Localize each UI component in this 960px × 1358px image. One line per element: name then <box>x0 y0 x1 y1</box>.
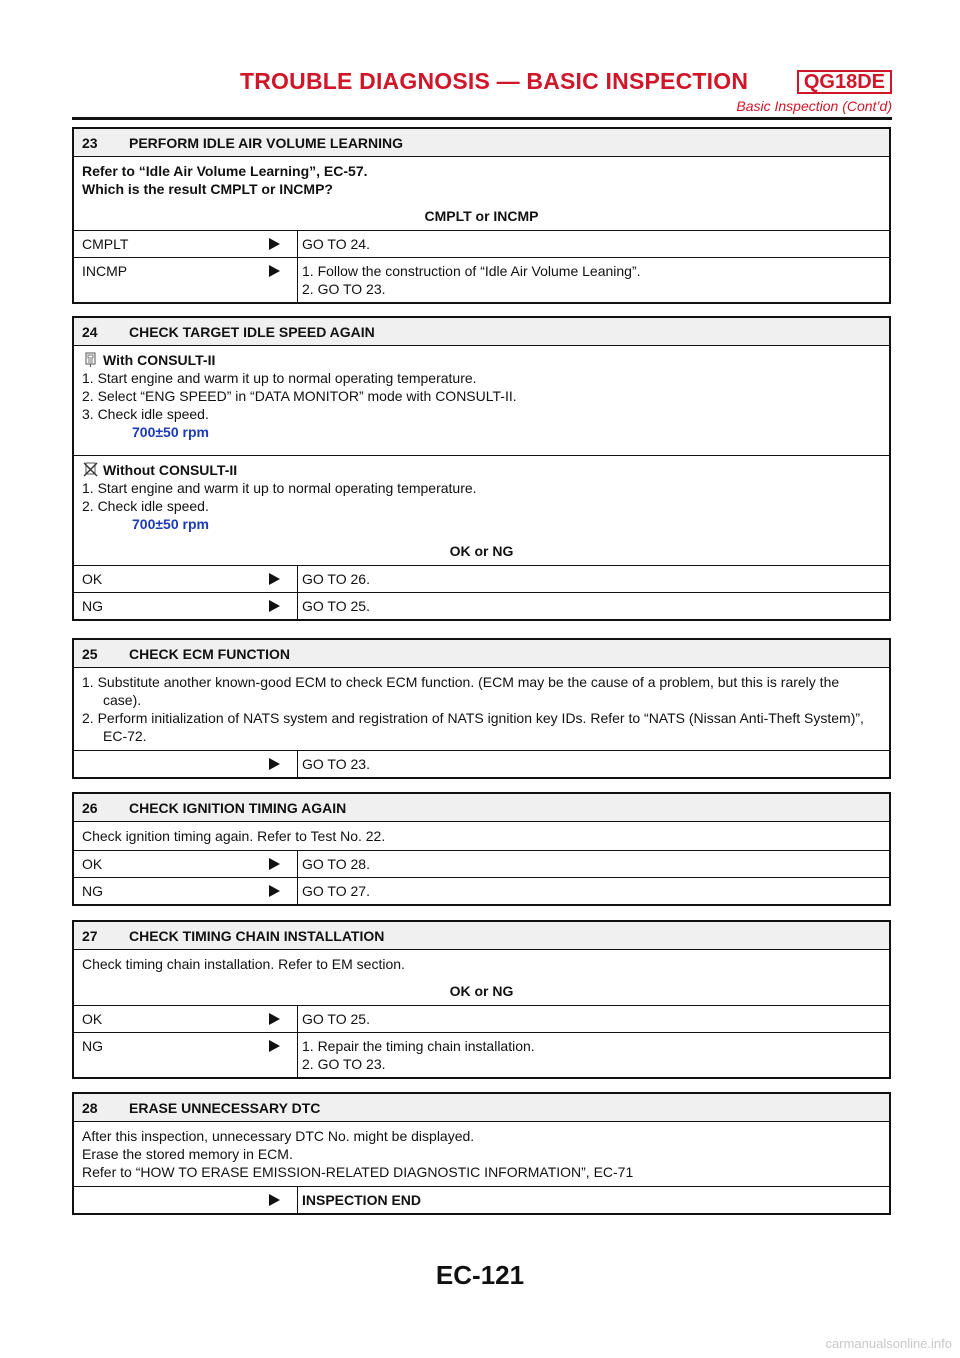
instruction-line: 1. Substitute another known-good ECM to check ECM function. (ECM may be the cause of a problem, but this is rarely the case). <box>82 674 840 708</box>
instruction-line: Erase the stored memory in ECM. <box>82 1146 293 1162</box>
result-row <box>74 1186 889 1213</box>
result-action: GO TO 23. <box>302 756 370 772</box>
result-row <box>74 750 889 777</box>
step-24 <box>72 316 891 621</box>
with-consult-section <box>74 345 889 455</box>
step-body <box>74 156 889 230</box>
result-action: GO TO 27. <box>302 883 370 899</box>
instruction-line: 2. Select “ENG SPEED” in “DATA MONITOR” mode with CONSULT-II. <box>82 388 517 404</box>
no-consult-icon <box>82 462 100 478</box>
without-consult-section <box>74 455 889 565</box>
instruction-line: Refer to “Idle Air Volume Learning”, EC-57. <box>82 163 368 179</box>
instruction-line: Check timing chain installation. Refer to EM section. <box>82 956 405 972</box>
step-header <box>74 318 889 345</box>
instruction-line: 3. Check idle speed. <box>82 406 209 422</box>
result-action: 2. GO TO 23. <box>302 281 386 297</box>
result-action: INSPECTION END <box>302 1192 422 1208</box>
result-condition <box>74 751 251 777</box>
result-condition: OK <box>82 571 103 587</box>
instruction-line: 1. Start engine and warm it up to normal operating temperature. <box>82 480 477 496</box>
step-number: 26 <box>82 799 98 816</box>
result-action: GO TO 25. <box>302 1011 370 1027</box>
step-title: CHECK TARGET IDLE SPEED AGAIN <box>129 323 375 340</box>
instruction-line: Refer to “HOW TO ERASE EMISSION-RELATED DIAGNOSTIC INFORMATION”, EC-71 <box>82 1164 634 1180</box>
result-action: GO TO 26. <box>302 571 370 587</box>
step-number: 24 <box>82 323 98 340</box>
result-row <box>74 850 889 877</box>
step-body <box>74 667 889 750</box>
step-number: 25 <box>82 645 98 662</box>
arrow-right-icon <box>269 758 280 770</box>
spec-value: 700±50 rpm <box>132 516 209 532</box>
instruction-line: 1. Start engine and warm it up to normal operating temperature. <box>82 370 477 386</box>
instruction-line: 2. Check idle speed. <box>82 498 209 514</box>
step-title: CHECK ECM FUNCTION <box>129 645 290 662</box>
with-consult-heading: With CONSULT-II <box>103 352 216 368</box>
page-subtitle: Basic Inspection (Cont’d) <box>736 98 892 114</box>
arrow-right-icon <box>269 600 280 612</box>
watermark: carmanualsonline.info <box>825 1336 952 1351</box>
result-row <box>74 565 889 592</box>
step-25 <box>72 638 891 779</box>
result-condition: OK <box>82 856 103 872</box>
step-header <box>74 1094 889 1121</box>
step-number: 27 <box>82 927 98 944</box>
page-header <box>72 62 892 120</box>
result-condition <box>74 1187 251 1213</box>
arrow-right-icon <box>269 238 280 250</box>
result-row <box>74 1032 889 1077</box>
step-header <box>74 129 889 156</box>
step-header <box>74 794 889 821</box>
step-23 <box>72 127 891 304</box>
result-action: 1. Repair the timing chain installation. <box>302 1038 535 1054</box>
result-action: 1. Follow the construction of “Idle Air Volume Leaning”. <box>302 263 641 279</box>
step-title: PERFORM IDLE AIR VOLUME LEARNING <box>129 134 404 151</box>
result-condition: NG <box>82 883 103 899</box>
result-row <box>74 592 889 619</box>
instruction-line: 2. Perform initialization of NATS system and registration of NATS ignition key IDs. Refer to “NATS (Nissan Anti-Theft System)”, EC-72. <box>82 710 864 744</box>
step-number: 23 <box>82 134 98 151</box>
arrow-right-icon <box>269 885 280 897</box>
step-body <box>74 949 889 1005</box>
arrow-right-icon <box>269 1194 280 1206</box>
step-header <box>74 922 889 949</box>
step-body <box>74 821 889 850</box>
result-action: 2. GO TO 23. <box>302 1056 386 1072</box>
engine-badge: QG18DE <box>797 70 892 94</box>
result-prompt: OK or NG <box>449 543 514 559</box>
step-26 <box>72 792 891 906</box>
result-row <box>74 230 889 257</box>
step-title: CHECK IGNITION TIMING AGAIN <box>129 799 347 816</box>
result-action: GO TO 25. <box>302 598 370 614</box>
instruction-line: Which is the result CMPLT or INCMP? <box>82 181 333 197</box>
result-row <box>74 1005 889 1032</box>
step-27 <box>72 920 891 1079</box>
without-consult-heading: Without CONSULT-II <box>103 462 238 478</box>
page-title: TROUBLE DIAGNOSIS — BASIC INSPECTION <box>240 68 749 94</box>
arrow-right-icon <box>269 858 280 870</box>
step-28 <box>72 1092 891 1215</box>
arrow-right-icon <box>269 1040 280 1052</box>
result-condition: NG <box>82 1038 103 1054</box>
result-condition: OK <box>82 1011 103 1027</box>
result-action: GO TO 24. <box>302 236 370 252</box>
step-number: 28 <box>82 1099 98 1116</box>
result-condition: CMPLT <box>82 236 129 252</box>
step-title: ERASE UNNECESSARY DTC <box>129 1099 321 1116</box>
result-action: GO TO 28. <box>302 856 370 872</box>
arrow-right-icon <box>269 573 280 585</box>
consult-tool-icon <box>82 352 100 368</box>
page-number: EC-121 <box>435 1260 525 1290</box>
spec-value: 700±50 rpm <box>132 424 209 440</box>
result-row <box>74 257 889 302</box>
result-condition: INCMP <box>82 263 128 279</box>
result-row <box>74 877 889 904</box>
instruction-line: After this inspection, unnecessary DTC No. might be displayed. <box>82 1128 475 1144</box>
instruction-line: Check ignition timing again. Refer to Test No. 22. <box>82 828 386 844</box>
step-header <box>74 640 889 667</box>
arrow-right-icon <box>269 265 280 277</box>
result-prompt: OK or NG <box>449 983 514 999</box>
step-title: CHECK TIMING CHAIN INSTALLATION <box>129 927 385 944</box>
result-condition: NG <box>82 598 103 614</box>
arrow-right-icon <box>269 1013 280 1025</box>
result-prompt: CMPLT or INCMP <box>424 208 539 224</box>
step-body <box>74 1121 889 1186</box>
